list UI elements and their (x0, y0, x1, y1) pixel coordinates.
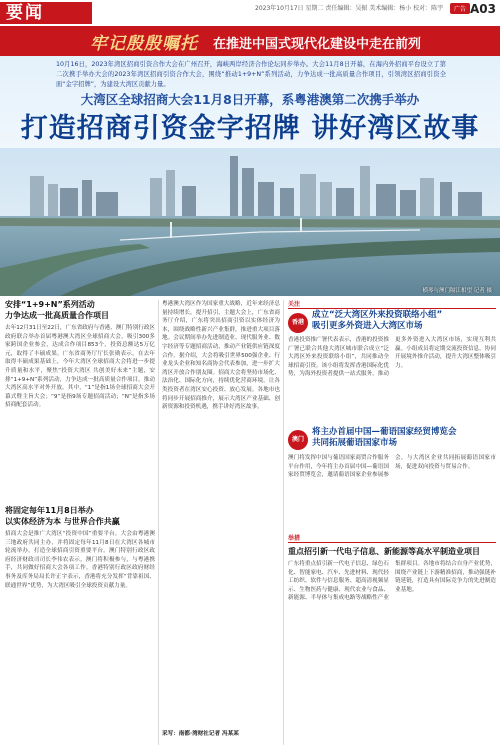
red-rule (288, 542, 496, 543)
right-body-1: 香港投资推广署代表表示，香港的投资推广署已联合其他大湾区城市联合成立“泛大湾区外来投资联络小组”，共同推动全球招商引资。该小组将发挥香港国际化优势，为海外投资者提供一站式服务，推动更多外资进入大湾区市场，实现互利共赢。小组成员将定期交流投资信息，协同开展境外推介活动，提升大湾区整体吸引力。 (288, 337, 496, 378)
main-headline: 打造招商引资金字招牌 讲好湾区故事 (20, 113, 480, 144)
region-badge-macao: 澳门 (288, 430, 308, 450)
left-body-1: 去年12月31日至22日，广东省政府与香港、澳门特别行政区政府联合举办首届粤港澳大湾区全球招商大会，吸引300多家跨国企业参会，达成合作项目853个，投资总额达5万亿元，取得了丰硕成果。广东省商务厅厅长张勋表示，在去年取得丰硕成果基础上，今年大湾区全球招商大会将进一步提升质量和水平，聚焦“投资大湾区 共创美好未来”主题，安排“1+9+N”系列活动，力争达成一批高质量合作项目，推动大湾区高水平对外开放。其中，“1”是指1场全球招商大会开幕式暨主旨大会；“9”是指9场专题招商活动；“N”是指多场招商配套活动。 (5, 325, 155, 409)
page-header (0, 0, 500, 26)
mid-body: 粤港澳大湾区作为国家重大战略，近年来经济总量持续增长。提升招引，主题大会上，广东省商务厅介绍，广东将突出招商引资以实体经济为本，围绕战略性新兴产业集群，推进重大项目落地。会议期间举办先进制造业、现代服务业、数字经济等专题招商活动，推动产业链供应链深度合作。据介绍，大会将吸引世界500强企业、行业龙头企业和知名商协会代表参加，进一步扩大湾区开放合作朋友圈。招商大会将坚持市场化、法治化、国际化方向，持续优化营商环境，让各类投资者在湾区安心投资、放心发展。各地市也将同步开展招商推介，展示大湾区产业基础、创新资源和投资机遇，携手讲好湾区故事。 (162, 301, 280, 411)
right-title-3: 重点招引新一代电子信息、新能源等高水平制造业项目 (288, 547, 480, 556)
right-title-1: 成立“泛大湾区外来投资联络小组” 吸引更多外资进入大湾区市场 (312, 310, 443, 331)
red-rule (288, 308, 496, 309)
section-tag: 举措 (288, 535, 301, 542)
right-body-3: 广东将重点招引新一代电子信息、绿色石化、智能家电、汽车、先进材料、现代轻工纺织、软件与信息服务、超高清视频显示、生物医药与健康、现代农业与食品、新能源、半导体与集成电路等战略性产业集群项目。各地市将结合自身产业优势，围绕产业链上下游精准招商，推动强链补链延链，打造具有国际竞争力的先进制造业基地。 (288, 561, 496, 602)
photo-caption: 横琴与澳门隔江相望 记者 摄 (422, 288, 492, 294)
slogan-banner (0, 26, 500, 56)
left-title-1: 安排“1+9+N”系列活动 力争达成一批高质量合作项目 (5, 300, 109, 320)
banner-tagline: 在推进中国式现代化建设中走在前列 (213, 37, 422, 52)
column-divider (283, 300, 284, 745)
headline-kicker: 大湾区全球招商大会11月8日开幕，系粤港澳第二次携手举办 (80, 92, 420, 107)
left-body-2: 招商大会是推广大湾区“投资中国”重要平台。大会由粤港澳三地政府共同主办，并将固定每年11月8日在大湾区各城市轮流举办，打造全球招商引资重要平台。澳门特别行政区政府经济财政司司长李伟农表示，澳门将积极参与，与粤港携手，共同做好招商大会各项工作。香港特别行政区政府财经事务及库务局局长许正宇表示，香港将充分发挥“背靠祖国、联通世界”优势，为大湾区吸引全球投资贡献力量。 (5, 531, 155, 589)
bay-skyline-photo (0, 148, 500, 296)
section-label: 要闻 (0, 2, 92, 24)
lead-paragraph: 10月16日，2023年湾区招商引资合作大会在广州召开，海峡两岸经济合作论坛同步举办。大会11月8日开幕，在海内外招商平台设立了第二次携手举办大会的2023年湾区招商引资合作大会，围绕“推动1+9+N”系列活动，力争达成一批高质量合作项目，引领湾区招商引资全面“金字招牌”，为建设大湾区贡献力量。 (56, 61, 446, 88)
left-title-2: 将固定每年11月8日举办 以实体经济为本 与世界合作共赢 (5, 506, 120, 526)
right-title-2: 将主办首届中国—葡语国家经贸博览会 共同拓展葡语国家市场 (312, 427, 457, 448)
issue-meta: 2023年10月17日 星期二 责任编辑：吴振 美术编辑：杨小 校对：陈宇 (255, 5, 444, 12)
page-number: A03 (470, 2, 496, 16)
region-badge-hongkong: 香港 (288, 313, 308, 333)
page-badge: 广告 (450, 3, 470, 14)
right-body-2: 澳门将发挥中国与葡语国家商贸合作服务平台作用，今年将主办首届中国—葡语国家经贸博览会，邀请葡语国家企业参展参会，与大湾区企业共同拓展葡语国家市场，促进双向投资与贸易合作。 (288, 455, 496, 479)
section-tag: 关注 (288, 301, 301, 308)
banner-calligraphy: 牢记殷殷嘱托 (90, 34, 198, 54)
column-divider (158, 300, 159, 745)
reporter-credit: 采写：南都·湾财社记者 冯某某 (162, 731, 239, 737)
skyline-image (0, 148, 500, 296)
